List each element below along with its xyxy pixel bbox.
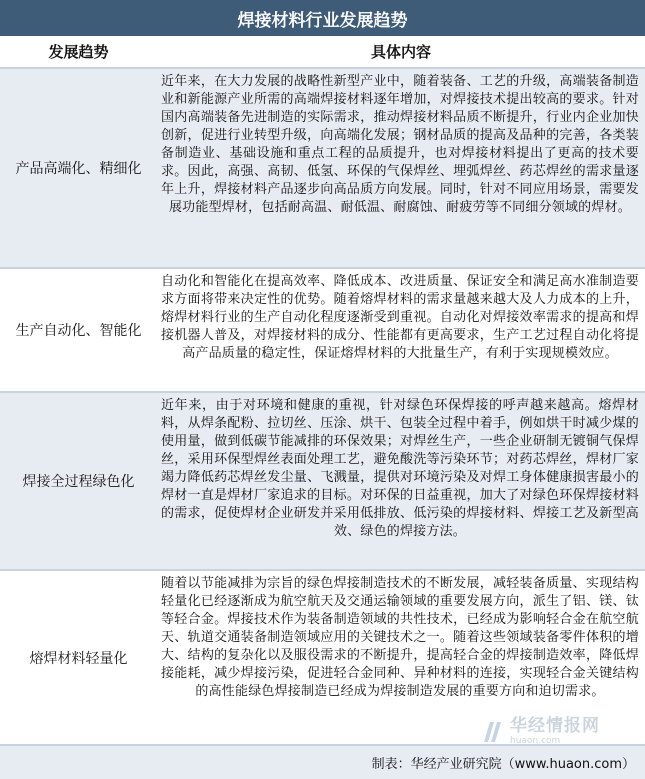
row-content: 近年来，由于对环境和健康的重视，针对绿色环保焊接的呼声越来越高。熔焊材料，从焊条配粉、拉切丝、压涂、烘干、包装全过程中着手，例如烘干时减少煤的使用量，做到低碳节能减排的环保效果；对焊丝生产，一些企业研制无镀铜气保焊丝，采用环保型焊丝表面处理工艺，避免酸洗等污染环节；对药芯焊丝，焊材厂家竭力降低药芯焊丝发尘量、飞溅量，提供对环境污染及对焊工身体健康损害最小的焊材一直是焊材厂家追求的目标。对环保的日益重视，加大了对绿色环保焊接材料的需求，促使焊材企业研发并采用低排放、低污染的焊接材料、焊接工艺及新型高效、绿色的焊接方法。 [161,398,639,539]
watermark-url: huaon.com [510,736,561,746]
table-header-row [0,36,645,69]
table-source [0,746,645,779]
row-content: 随着以节能减排为宗旨的绿色焊接制造技术的不断发展，减轻装备质量、实现结构轻量化已经逐渐成为航空航天及交通运输领域的重要发展方向，派生了铝、镁、钛等轻合金。焊接技术作为装备制造领域的共性技术，已经成为影响轻合金在航空航天、轨道交通装备制造领域应用的关键技术之一。随着这些领域装备零件体积的增大、结构的复杂化以及服役需求的不断提升，提高轻合金的焊接制造效率，降低焊接能耗，减少焊接污染，促进轻合金同种、异种材料的连接，实现轻合金关键结构的高性能绿色焊接制造已经成为焊接制造发展的重要方向和迫切需求。 [161,576,639,699]
watermark-logo [482,718,600,746]
table-row [0,393,645,571]
row-trend: 生产自动化、智能化 [15,323,142,339]
table-row [0,269,645,393]
table-row [0,69,645,269]
row-trend: 产品高端化、精细化 [15,161,142,177]
row-trend: 焊接全过程绿色化 [22,474,135,490]
row-content: 近年来，在大力发展的战略性新型产业中，随着装备、工艺的升级，高端装备制造业和新能源产业所需的高端焊接材料逐年增加，对焊接技术提出较高的要求。针对国内高端装备先进制造的实际需求，推动焊接材料品质不断提升，行业内企业加快创新，促进行业转型升级，向高端化发展；钢材品质的提高及品种的完善，各类装备制造业、基础设施和重点工程的品质提升，也对焊接材料提出了更高的技术要求。因此，高强、高韧、低氢、环保的气保焊丝、埋弧焊丝、药芯焊丝的需求量逐年上升，焊接材料产品逐步向高品质方向发展。同时，针对不同应用场景，需要发展功能型焊材，包括耐高温、耐低温、耐腐蚀、耐疲劳等不同细分领域的焊材。 [161,74,639,215]
row-trend: 熔焊材料轻量化 [29,650,128,667]
header-trend: 发展趋势 [48,43,109,61]
watermark-text: 华经情报网 [510,716,600,736]
row-content: 自动化和智能化在提高效率、降低成本、改进质量、保证安全和满足高水准制造要求方面将带来决定性的优势。随着熔焊材料的需求量越来越大及人力成本的上升，熔焊材料行业的生产自动化程度逐渐受到重视。自动化对焊接效率需求的提高和焊接机器人普及，对焊接材料的成分、性能都有更高要求，生产工艺过程自动化将提高产品质量的稳定性，保证熔焊材料的大批量生产，有利于实现规模效应。 [161,274,639,361]
source-text: 制表：华经产业研究院（www.huaon.com） [371,757,635,772]
header-content: 具体内容 [370,43,431,61]
table-title: 焊接材料行业发展趋势 [0,0,645,36]
logo-mark-icon [482,720,504,744]
